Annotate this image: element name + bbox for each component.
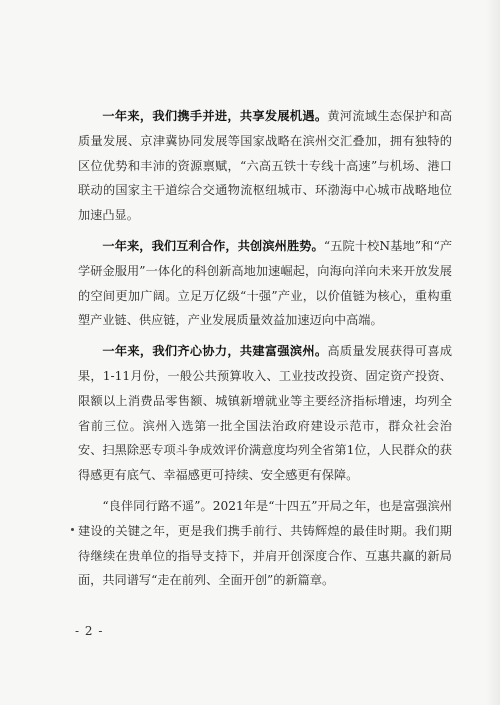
paragraph-build-binzhou <box>78 339 452 488</box>
bullet-dot-icon <box>71 528 74 531</box>
page-edge-shadow <box>486 0 500 705</box>
paragraph-lead: 一年来，我们互利合作，共创滨州胜势。 <box>102 238 324 253</box>
paragraph-text: “五院十校N基地”和“产学研金服用”一体化的科创新高地加速崛起，向海向洋向未来开放发展的空间更加广阔。立足万亿级“十强”产业，以价值链为核心，重构重塑产业链、供应链，产业发展质量效益加速迈向中高端。 <box>78 238 453 328</box>
paragraph-mutual-cooperation <box>78 234 452 333</box>
paragraph-text: 黄河流域生态保护和高质量发展、京津冀协同发展等国家战略在滨州交汇叠加，拥有独特的区位优势和丰沛的资源禀赋，“六高五铁十专线十高速”与机场、港口联动的国家主干道综合交通物流枢纽城市、环渤海中心城市战略地位加速凸显。 <box>78 109 453 223</box>
paragraph-shared-opportunity <box>78 104 452 228</box>
paragraph-text: “良伴同行路不遥”。2021年是“十四五”开局之年，也是富强滨州建设的关键之年，更是我们携手前行、共铸辉煌的最佳时期。我们期待继续在贵单位的指导支持下，并肩开创深度合作、互惠共赢的新局面，共同谱写“走在前列、全面开创”的新篇章。 <box>78 498 452 588</box>
paragraph-lead: 一年来，我们齐心协力，共建富强滨州。 <box>102 344 328 359</box>
paragraph-lead: 一年来，我们携手并进，共享发展机遇。 <box>102 109 328 123</box>
paragraph-closing <box>78 494 452 593</box>
document-body <box>78 104 452 593</box>
paragraph-text: 高质量发展获得可喜成果，1-11月份，一般公共预算收入、工业技改投资、固定资产投资、限额以上消费品零售额、城镇新增就业等主要经济指标增速，均列全省前三位。滨州入选第一批全国法治政府建设示范市，群众社会治安、扫黑除恶专项斗争成效评价满意度均列全省第1位，人民群众的获得感更有底气、幸福感更可持续、安全感更有保障。 <box>78 344 453 483</box>
page-number: - 2 - <box>75 624 104 638</box>
